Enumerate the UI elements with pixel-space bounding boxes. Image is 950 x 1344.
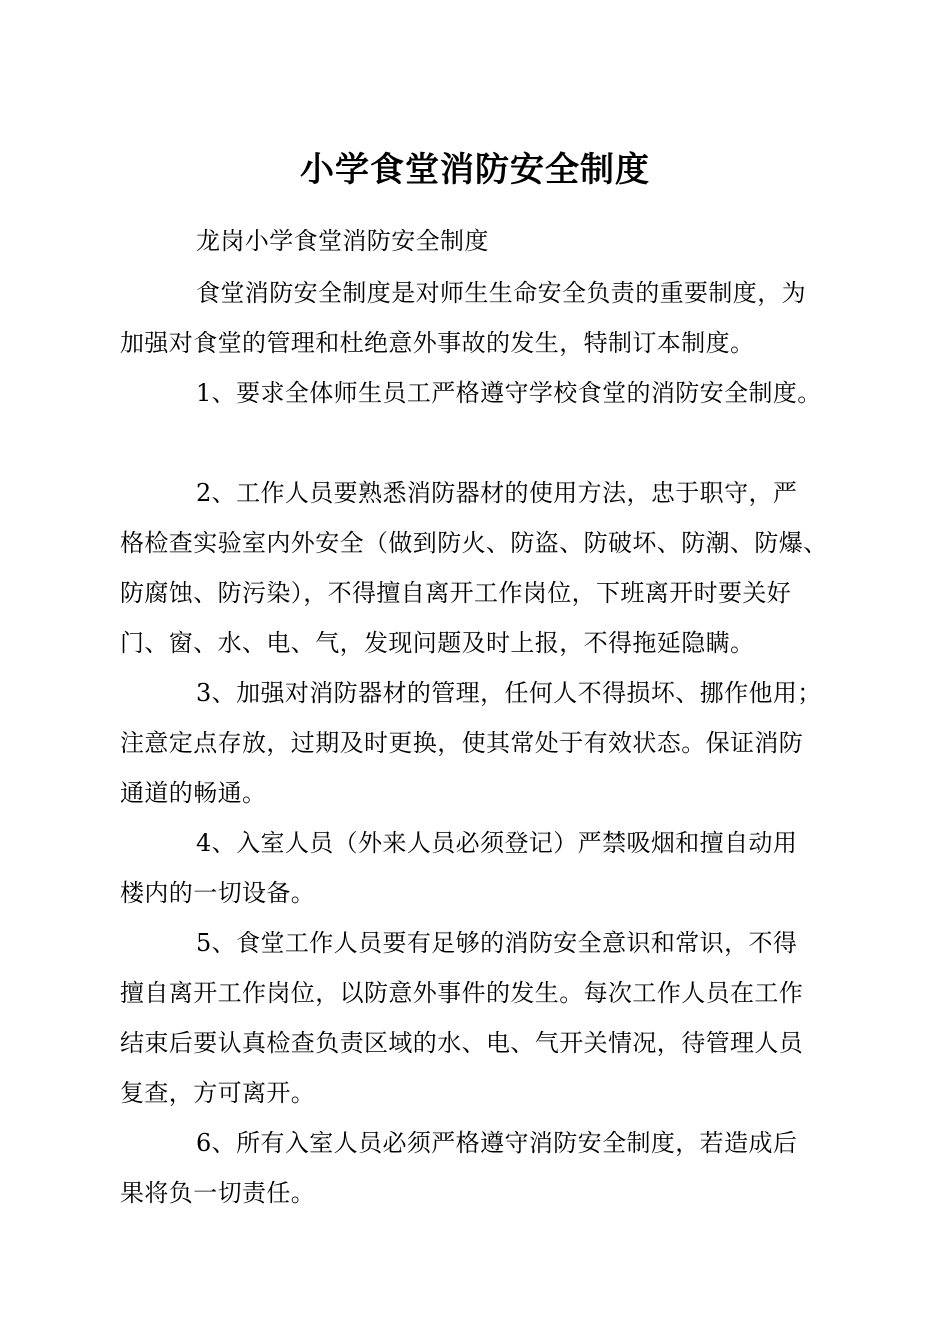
- rule-6-line-1: 6、所有入室人员必须严格遵守消防安全制度，若造成后: [196, 1129, 798, 1157]
- rule-4-line-2: 楼内的一切设备。: [120, 879, 316, 907]
- rule-4-line-1: 4、入室人员（外来人员必须登记）严禁吸烟和擅自动用: [196, 829, 798, 857]
- rule-6-line-2: 果将负一切责任。: [120, 1179, 316, 1207]
- document-subtitle: 龙岗小学食堂消防安全制度: [196, 227, 489, 255]
- rule-5-line-1: 5、食堂工作人员要有足够的消防安全意识和常识，不得: [196, 929, 798, 957]
- paragraph-intro-line-2: 加强对食堂的管理和杜绝意外事故的发生，特制订本制度。: [120, 329, 755, 357]
- rule-2-line-2: 格检查实验室内外安全（做到防火、防盗、防破坏、防潮、防爆、: [120, 529, 828, 557]
- rule-5-line-3: 结束后要认真检查负责区域的水、电、气开关情况，待管理人员: [120, 1029, 804, 1057]
- rule-2-line-3: 防腐蚀、防污染），不得擅自离开工作岗位，下班离开时要关好: [120, 579, 792, 607]
- rule-1-line-1: 1、要求全体师生员工严格遵守学校食堂的消防安全制度。: [196, 379, 822, 407]
- rule-3-line-1: 3、加强对消防器材的管理，任何人不得损坏、挪作他用；: [196, 679, 822, 707]
- rule-5-line-4: 复查，方可离开。: [120, 1079, 316, 1107]
- document-title: 小学食堂消防安全制度: [300, 150, 650, 190]
- rule-5-line-2: 擅自离开工作岗位，以防意外事件的发生。每次工作人员在工作: [120, 979, 804, 1007]
- rule-2-line-4: 门、窗、水、电、气，发现问题及时上报，不得拖延隐瞒。: [120, 629, 755, 657]
- rule-3-line-3: 通道的畅通。: [120, 779, 267, 807]
- rule-2-line-1: 2、工作人员要熟悉消防器材的使用方法，忠于职守，严: [196, 479, 798, 507]
- rule-3-line-2: 注意定点存放，过期及时更换，使其常处于有效状态。保证消防: [120, 729, 804, 757]
- paragraph-intro-line-1: 食堂消防安全制度是对师生生命安全负责的重要制度，为: [196, 279, 806, 307]
